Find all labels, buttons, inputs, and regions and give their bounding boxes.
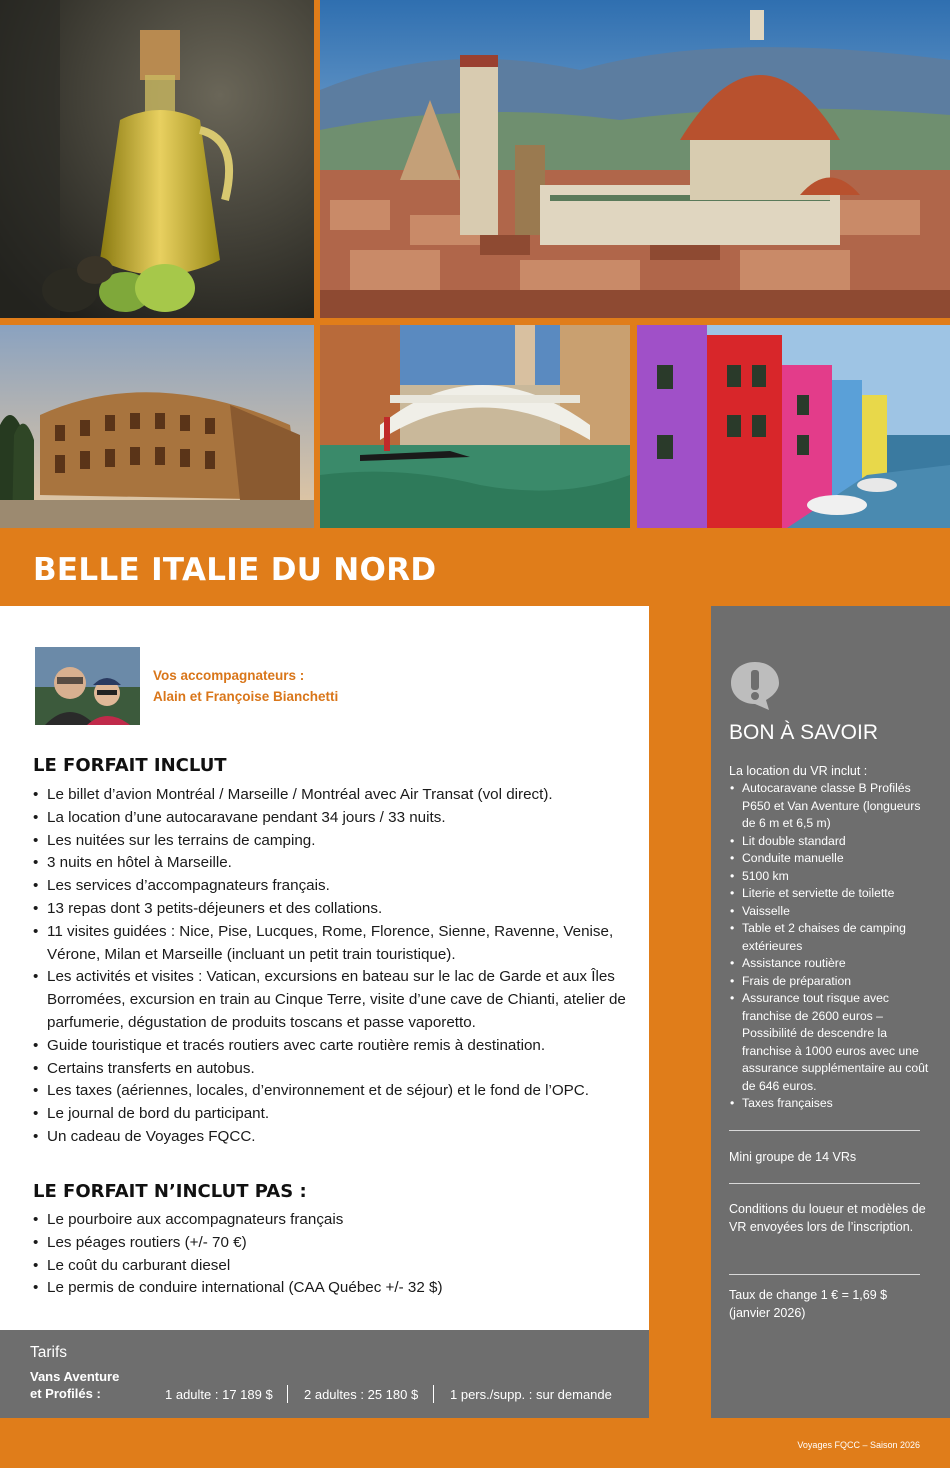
list-item: • Certains transferts en autobus. [33, 1058, 638, 1081]
price-extra-person: 1 pers./supp. : sur demande [450, 1387, 612, 1402]
list-item: • Les nuitées sur les terrains de camping. [33, 830, 638, 853]
list-item: • Frais de préparation [729, 973, 929, 991]
tarif-category-line1: Vans Aventure [30, 1369, 120, 1384]
list-item: • Assistance routière [729, 955, 929, 973]
group-size: Mini groupe de 14 VRs [729, 1150, 857, 1164]
speech-bubble-exclamation-icon [729, 660, 785, 712]
list-item: • La location d’une autocaravane pendant 34 jours / 33 nuits. [33, 807, 638, 830]
list-item: • Un cadeau de Voyages FQCC. [33, 1126, 638, 1149]
burano-houses-photo [637, 325, 950, 528]
side-divider [729, 1130, 920, 1131]
list-item: • Conduite manuelle [729, 850, 929, 868]
list-item: • 13 repas dont 3 petits-déjeuners et des collations. [33, 898, 638, 921]
vr-intro: La location du VR inclut : [729, 764, 868, 778]
list-item: • Le billet d’avion Montréal / Marseille / Montréal avec Air Transat (vol direct). [33, 784, 638, 807]
list-item: • Le coût du carburant diesel [33, 1255, 638, 1278]
price-divider [433, 1385, 434, 1403]
list-item: • Le pourboire aux accompagnateurs français [33, 1209, 638, 1232]
tarif-category-line2: et Profilés : [30, 1386, 101, 1401]
vr-includes-list [729, 780, 929, 1113]
list-item: • Les activités et visites : Vatican, excursions en bateau sur le lac de Garde et aux Îles Borromées, excursion en train au Cinque Terre, visite d’une cave de Chianti, atelier de parfumerie, dégustation de produits toscans et passe vaporetto. [33, 966, 638, 1034]
list-item: • 5100 km [729, 868, 929, 886]
venice-bridge-photo [320, 325, 630, 528]
page-title: BELLE ITALIE DU NORD [33, 552, 437, 588]
list-item: • Table et 2 chaises de camping extérieures [729, 920, 929, 955]
guides-label: Vos accompagnateurs : [153, 668, 305, 683]
guides-names: Alain et Françoise Bianchetti [153, 689, 339, 704]
price-divider [287, 1385, 288, 1403]
includes-list [33, 784, 638, 1149]
excludes-list [33, 1209, 638, 1300]
colosseum-photo [0, 325, 314, 528]
exchange-rate: Taux de change 1 € = 1,69 $ (janvier 2026) [729, 1288, 888, 1320]
olive-oil-photo [0, 0, 314, 318]
price-two-adults: 2 adultes : 25 180 $ [304, 1387, 419, 1402]
list-item: • Lit double standard [729, 833, 929, 851]
price-one-adult: 1 adulte : 17 189 $ [165, 1387, 273, 1402]
good-to-know-title: BON À SAVOIR [729, 721, 878, 744]
excludes-heading: LE FORFAIT N’INCLUT PAS : [33, 1181, 307, 1202]
list-item: • Vaisselle [729, 903, 929, 921]
list-item: • Le permis de conduire international (CAA Québec +/- 32 $) [33, 1277, 638, 1300]
rental-conditions: Conditions du loueur et modèles de VR envoyées lors de l’inscription. [729, 1202, 926, 1234]
list-item: • Le journal de bord du participant. [33, 1103, 638, 1126]
footer-note: Voyages FQCC – Saison 2026 [797, 1440, 920, 1450]
side-divider [729, 1274, 920, 1275]
list-item: • Taxes françaises [729, 1095, 929, 1113]
list-item: • Assurance tout risque avec franchise de 2600 euros – Possibilité de descendre la franchise à 1000 euros avec une assurance supplémentaire au coût de 646 euros. [729, 990, 929, 1095]
florence-cathedral-photo [320, 0, 950, 318]
tarifs-label: Tarifs [30, 1344, 68, 1361]
includes-heading: LE FORFAIT INCLUT [33, 755, 227, 776]
list-item: • Guide touristique et tracés routiers avec carte routière remis à destination. [33, 1035, 638, 1058]
list-item: • 3 nuits en hôtel à Marseille. [33, 852, 638, 875]
list-item: • Les taxes (aériennes, locales, d’environnement et de séjour) et le fond de l’OPC. [33, 1080, 638, 1103]
side-divider [729, 1183, 920, 1184]
list-item: • Les services d’accompagnateurs français. [33, 875, 638, 898]
list-item: • 11 visites guidées : Nice, Pise, Lucques, Rome, Florence, Sienne, Ravenne, Venise, Vérone, Milan et Marseille (incluant un petit train touristique). [33, 921, 638, 967]
list-item: • Autocaravane classe B Profilés P650 et Van Aventure (longueurs de 6 m et 6,5 m) [729, 780, 929, 833]
list-item: • Literie et serviette de toilette [729, 885, 929, 903]
guides-photo [35, 647, 140, 725]
list-item: • Les péages routiers (+/- 70 €) [33, 1232, 638, 1255]
